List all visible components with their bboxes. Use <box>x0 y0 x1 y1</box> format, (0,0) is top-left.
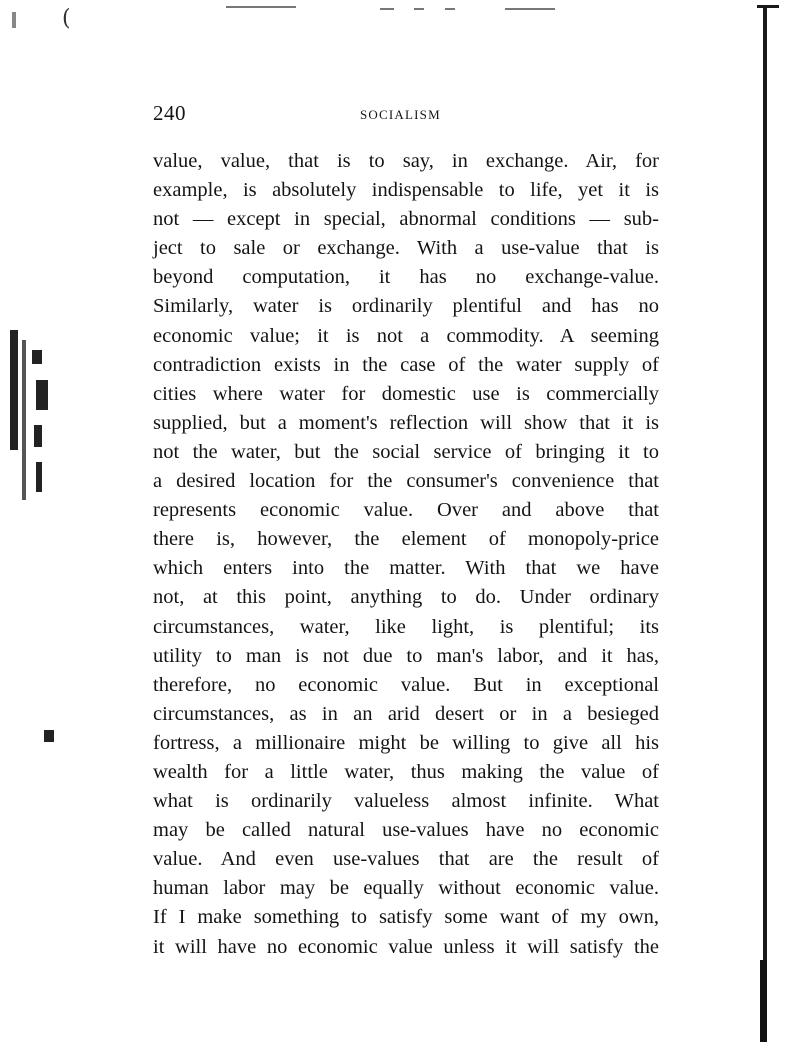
scan-edge-bar <box>760 960 767 1042</box>
scan-mark-icon: ( <box>62 6 71 31</box>
text-line: circumstances, as in an arid desert or in a besieged <box>153 702 659 725</box>
text-line: circumstances, water, like light, is plentiful; its <box>153 615 659 638</box>
running-title: SOCIALISM <box>360 107 441 122</box>
text-line: represents economic value. Over and above that <box>153 499 659 522</box>
margin-bleed-mark <box>10 330 18 450</box>
text-line: a desired location for the consumer's convenience that <box>153 470 659 493</box>
margin-bleed-mark <box>22 340 26 500</box>
text-line: what is ordinarily valueless almost infinite. What <box>153 790 659 813</box>
margin-bleed-mark <box>44 730 54 742</box>
scan-top-mark <box>414 8 424 10</box>
text-line: human labor may be equally without economic value. <box>153 877 659 900</box>
margin-bleed-mark <box>12 12 16 28</box>
text-line: ject to sale or exchange. With a use-value that is <box>153 237 659 260</box>
text-line: cities where water for domestic use is commercially <box>153 382 659 405</box>
margin-bleed-mark <box>36 462 42 492</box>
scan-top-mark <box>380 8 394 10</box>
text-line: economic value; it is not a commodity. A seeming <box>153 324 659 347</box>
scan-edge-bar <box>763 6 767 1042</box>
text-line: contradiction exists in the case of the water supply of <box>153 353 659 376</box>
page-number: 240 <box>153 101 186 125</box>
text-line: therefore, no economic value. But in exceptional <box>153 673 659 696</box>
scan-top-mark <box>226 6 296 8</box>
scan-top-mark <box>505 8 555 10</box>
margin-bleed-mark <box>36 380 48 410</box>
body-text <box>153 147 659 962</box>
text-line: value, value, that is to say, in exchange. Air, for <box>153 150 659 172</box>
scan-top-mark <box>445 8 455 10</box>
text-line: not the water, but the social service of bringing it to <box>153 440 659 463</box>
text-line: value. And even use-values that are the result of <box>153 848 659 871</box>
margin-bleed-mark <box>34 425 42 447</box>
text-line: utility to man is not due to man's labor, and it has, <box>153 644 659 667</box>
text-line: it will have no economic value unless it will satisfy the <box>153 935 659 958</box>
text-line: may be called natural use-values have no economic <box>153 819 659 842</box>
text-line: not — except in special, abnormal conditions — sub- <box>153 208 659 231</box>
scan-edge-mark <box>757 5 779 8</box>
margin-bleed-mark <box>32 350 42 364</box>
text-line: there is, however, the element of monopoly-price <box>153 528 659 551</box>
text-line: beyond computation, it has no exchange-value. <box>153 266 659 289</box>
text-line: which enters into the matter. With that we have <box>153 557 659 580</box>
text-line: wealth for a little water, thus making the value of <box>153 760 659 783</box>
text-line: Similarly, water is ordinarily plentiful and has no <box>153 295 659 318</box>
text-line: example, is absolutely indispensable to life, yet it is <box>153 179 659 202</box>
text-line: fortress, a millionaire might be willing to give all his <box>153 731 659 754</box>
text-line: If I make something to satisfy some want of my own, <box>153 906 659 929</box>
text-line: not, at this point, anything to do. Under ordinary <box>153 586 659 609</box>
running-header <box>153 101 659 131</box>
text-line: supplied, but a moment's reflection will show that it is <box>153 411 659 434</box>
